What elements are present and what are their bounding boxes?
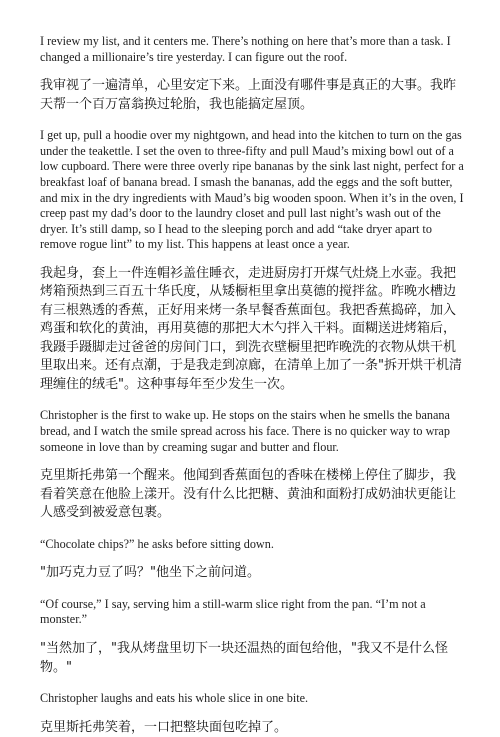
document-page <box>40 34 464 737</box>
paragraph-en-6: Christopher laughs and eats his whole slice in one bite. <box>40 691 309 705</box>
paragraph-zh-1: 我审视了一遍清单，心里安定下来。上面没有哪件事是真正的大事。我昨天帮一个百万富翁换过轮胎，我也能搞定屋顶。 <box>40 78 457 112</box>
paragraph-en-3: Christopher is the first to wake up. He stops on the stairs when he smells the banana bread, and I watch the smile spread across his face. There is no quicker way to wrap someone in love than by creaming sugar and butter and flour. <box>40 408 450 454</box>
paragraph-en-4: “Chocolate chips?” he asks before sitting down. <box>40 536 274 551</box>
paragraph-zh-5: "当然加了，"我从烤盘里切下一块还温热的面包给他，"我又不是什么怪物。" <box>40 641 448 675</box>
paragraph-en-5: “Of course,” I say, serving him a still-warm slice right from the pan. “I’m not a monster.” <box>40 596 426 627</box>
paragraph-zh-4: "加巧克力豆了吗？"他坐下之前问道。 <box>40 565 260 581</box>
paragraph-en-2: I get up, pull a hoodie over my nightgown, and head into the kitchen to turn on the gas under the teakettle. I set the oven to three-fifty and pull Maud’s mixing bowl out of a low cupboard. There were three overly ripe bananas by the sink last night, perfect for a breakfast loaf of banana bread. I smash the bananas, add the eggs and the soft butter, and mix in the dry ingredients with Maud’s big wooden spoon. When it’s in the oven, I creep past my dad’s door to the laundry closet and pull last night’s wash out of the dryer. It’s still damp, so I head to the sleeping porch and add “take dryer apart to remove rogue lint” to my list. This happens at least once a year. <box>40 128 464 252</box>
paragraph-zh-2: 我起身，套上一件连帽衫盖住睡衣，走进厨房打开煤气灶烧上水壶。我把烤箱预热到三百五十华氏度，从矮橱柜里拿出莫德的搅拌盆。昨晚水槽边有三根熟透的香蕉，正好用来烤一条早餐香蕉面包。我把香蕉捣碎，加入鸡蛋和软化的黄油，再用莫德的那把大木勺拌入干料。面糊送进烤箱后，我蹑手蹑脚走过爸爸的房间门口，到洗衣壁橱里把昨晚洗的衣物从烘干机里取出来。还有点潮，于是我走到凉廊，在清单上加了一条"拆开烘干机清理缠住的绒毛"。这种事每年至少发生一次。 <box>40 265 462 392</box>
paragraph-en-1: I review my list, and it centers me. There’s nothing on here that’s more than a task. I changed a millionaire’s tire yesterday. I can figure out the roof. <box>40 34 451 64</box>
paragraph-zh-3: 克里斯托弗第一个醒来。他闻到香蕉面包的香味在楼梯上停住了脚步，我看着笑意在他脸上漾开。没有什么比把糖、黄油和面粉打成奶油状更能让人感受到被爱意包裹。 <box>40 468 457 521</box>
paragraph-zh-6: 克里斯托弗笑着，一口把整块面包吃掉了。 <box>40 719 288 735</box>
